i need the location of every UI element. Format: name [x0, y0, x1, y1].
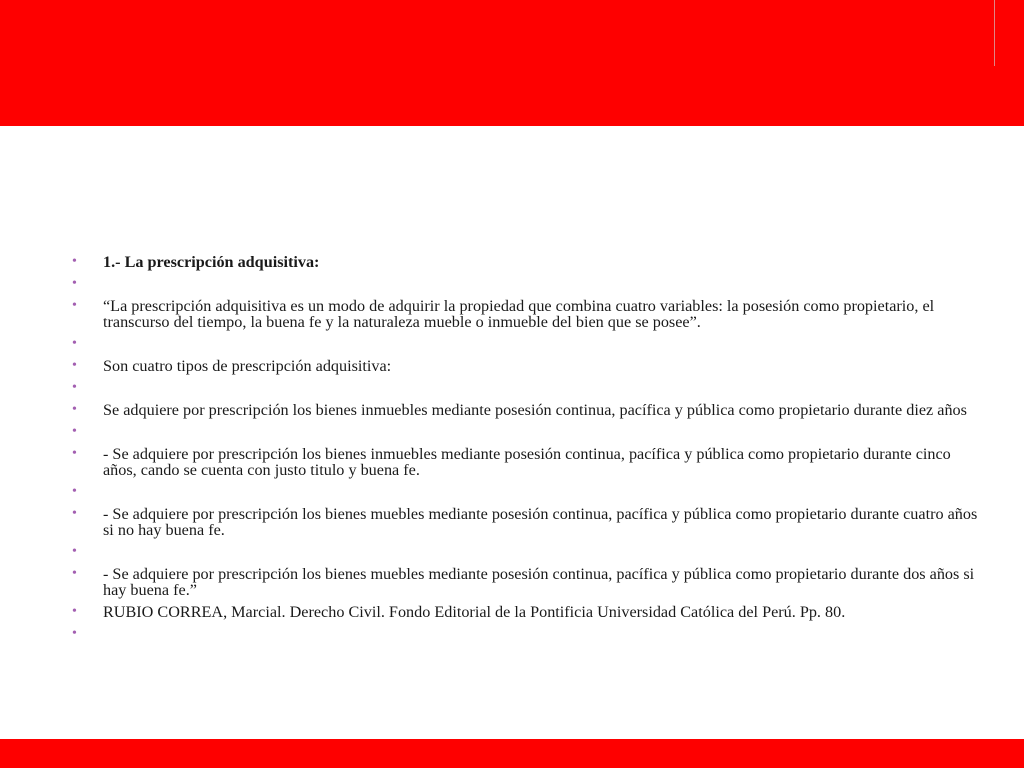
list-item [70, 506, 980, 538]
list-item [70, 566, 980, 598]
list-item [70, 484, 980, 500]
bullet-icon: • [72, 336, 77, 351]
header-band [0, 0, 1024, 126]
bullet-icon: • [72, 484, 77, 499]
bullet-icon: • [72, 566, 77, 581]
list-item [70, 626, 980, 642]
list-item [70, 604, 980, 620]
list-item-text: 1.- La prescripción adquisitiva: [103, 253, 320, 271]
bullet-icon: • [72, 298, 77, 313]
bullet-icon: • [72, 446, 77, 461]
list-item-text: Se adquiere por prescripción los bienes inmuebles mediante posesión continua, pacífica y pública como propietario durante diez años [103, 401, 967, 419]
list-item [70, 380, 980, 396]
list-item [70, 424, 980, 440]
bullet-icon: • [72, 604, 77, 619]
footer-band [0, 739, 1024, 768]
bullet-icon: • [72, 424, 77, 439]
list-item-text: Son cuatro tipos de prescripción adquisitiva: [103, 357, 392, 375]
bullet-icon: • [72, 358, 77, 373]
list-item [70, 336, 980, 352]
header-divider [994, 0, 995, 66]
bullet-icon: • [72, 506, 77, 521]
list-item [70, 276, 980, 292]
list-item-text: - Se adquiere por prescripción los bienes inmuebles mediante posesión continua, pacífica y pública como propietario durante cinco años, cando se cuenta con justo titulo y buena fe. [103, 445, 951, 479]
bullet-icon: • [72, 626, 77, 641]
list-item-text: “La prescripción adquisitiva es un modo de adquirir la propiedad que combina cuatro variables: la posesión como propietario, el transcurso del tiempo, la buena fe y la naturaleza mueble o inmueble del bien que se posee”. [103, 297, 935, 331]
list-item-text: - Se adquiere por prescripción los bienes muebles mediante posesión continua, pacífica y pública como propietario durante dos años si hay buena fe.” [103, 565, 975, 599]
list-item [70, 446, 980, 478]
list-item [70, 358, 980, 374]
list-item-text: RUBIO CORREA, Marcial. Derecho Civil. Fondo Editorial de la Pontificia Universidad Católica del Perú. Pp. 80. [103, 603, 846, 621]
bullet-icon: • [72, 276, 77, 291]
bullet-icon: • [72, 544, 77, 559]
bullet-list [70, 254, 980, 648]
list-item [70, 254, 980, 270]
list-item-text: - Se adquiere por prescripción los bienes muebles mediante posesión continua, pacífica y pública como propietario durante cuatro años si no hay buena fe. [103, 505, 978, 539]
bullet-icon: • [72, 402, 77, 417]
list-item [70, 402, 980, 418]
list-item [70, 298, 980, 330]
bullet-icon: • [72, 380, 77, 395]
bullet-icon: • [72, 254, 77, 269]
list-item [70, 544, 980, 560]
